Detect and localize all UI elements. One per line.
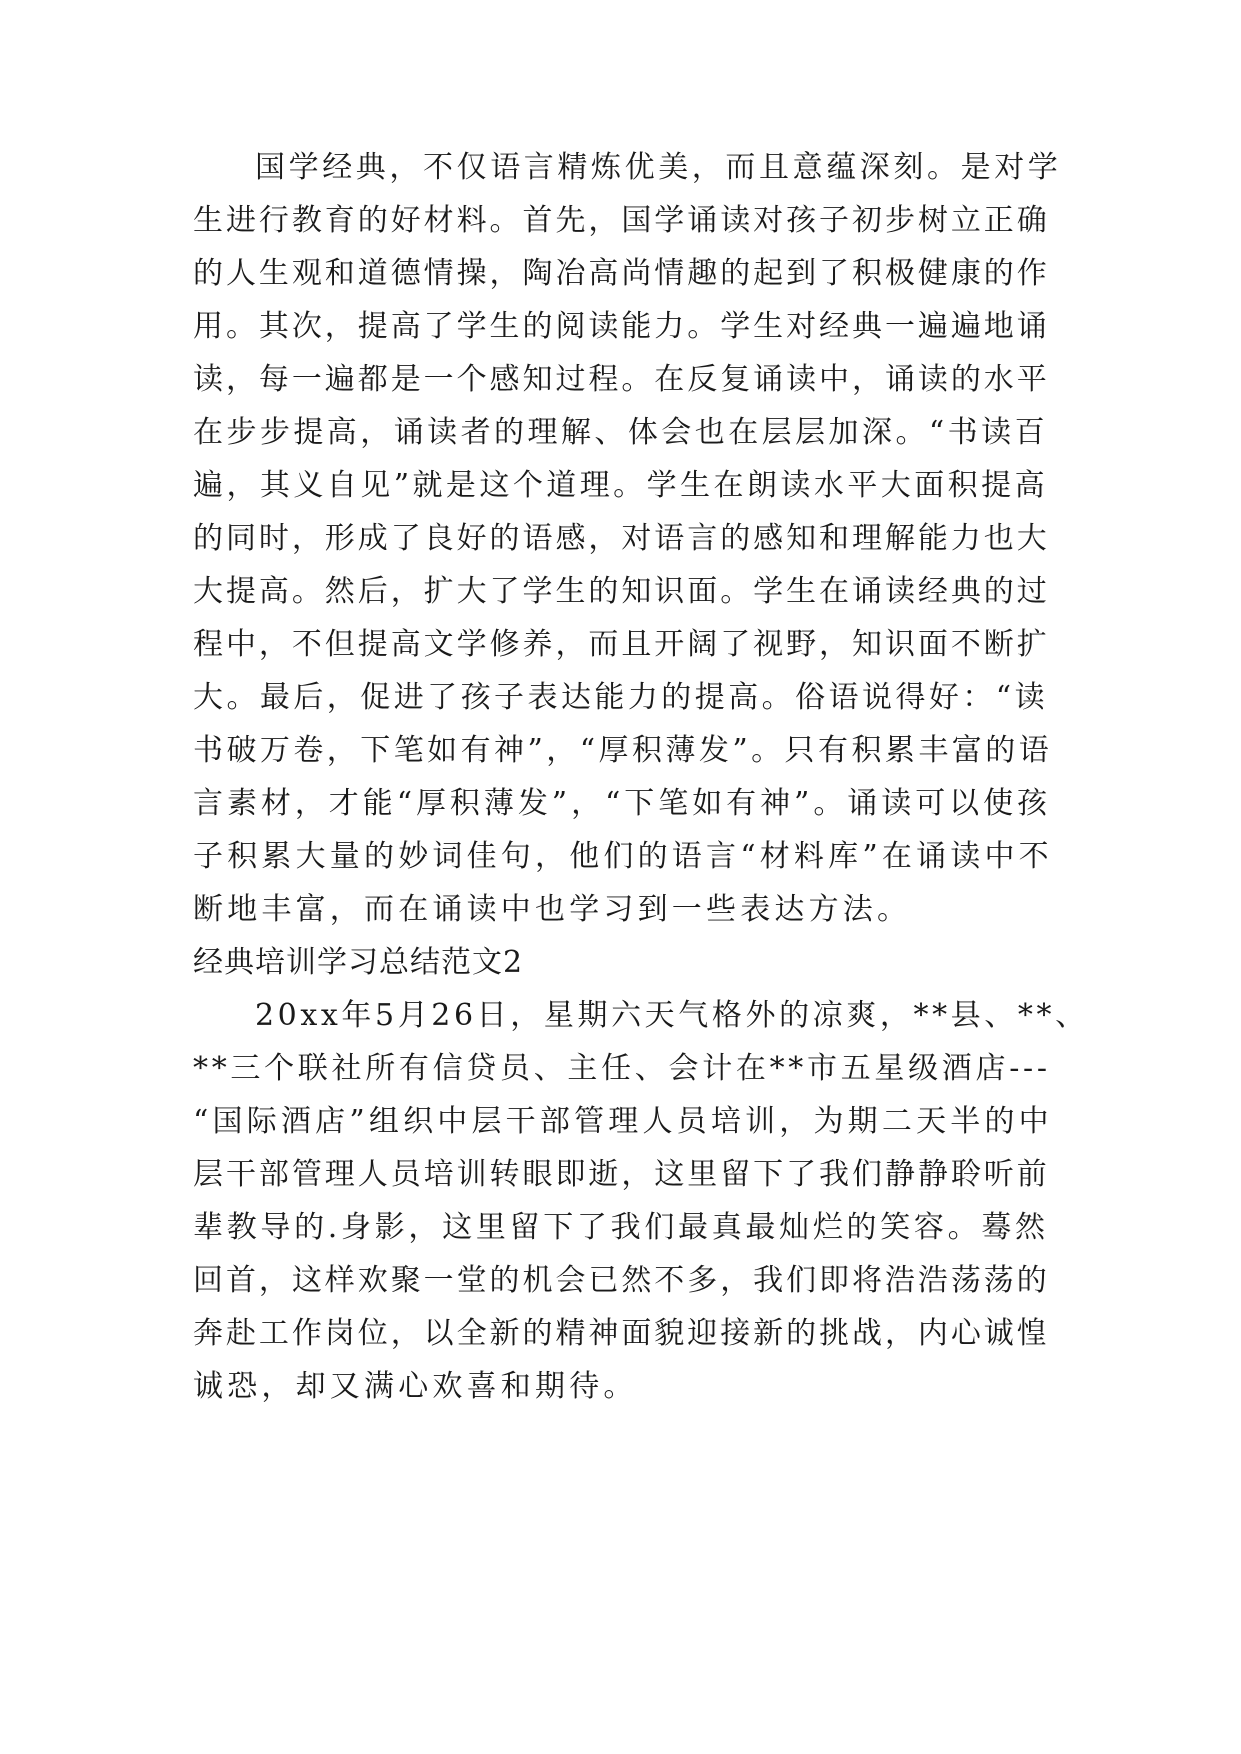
paragraph-1-line-8: 的同时，形成了良好的语感，对语言的感知和理解能力也大 xyxy=(193,521,1050,556)
paragraph-1-line-10: 程中，不但提高文学修养，而且开阔了视野，知识面不断扩 xyxy=(193,627,1050,662)
paragraph-1-line-12: 书破万卷，下笔如有神”，“厚积薄发”。只有积累丰富的语 xyxy=(193,733,1053,768)
paragraph-1-line-14: 子积累大量的妙词佳句，他们的语言“材料库”在诵读中不 xyxy=(193,839,1053,874)
paragraph-1-line-5: 读，每一遍都是一个感知过程。在反复诵读中，诵读的水平 xyxy=(193,362,1050,397)
paragraph-2-line-1: 20xx年5月26日，星期六天气格外的凉爽，**县、**、 xyxy=(255,998,1089,1033)
paragraph-2-line-2: **三个联社所有信贷员、主任、会计在**市五星级酒店--- xyxy=(193,1051,1051,1086)
paragraph-1-line-11: 大。最后，促进了孩子表达能力的提高。俗语说得好：“读 xyxy=(193,680,1049,715)
paragraph-2-line-8: 诚恐，却又满心欢喜和期待。 xyxy=(193,1369,638,1404)
paragraph-2-line-3: “国际酒店”组织中层干部管理人员培训，为期二天半的中 xyxy=(193,1104,1053,1139)
paragraph-1-line-1: 国学经典，不仅语言精炼优美，而且意蕴深刻。是对学 xyxy=(255,150,1062,185)
paragraph-2-line-6: 回首，这样欢聚一堂的机会已然不多，我们即将浩浩荡荡的 xyxy=(193,1263,1050,1298)
paragraph-2-line-5: 辈教导的.身影，这里留下了我们最真最灿烂的笑容。蓦然 xyxy=(193,1210,1049,1245)
paragraph-2-line-7: 奔赴工作岗位，以全新的精神面貌迎接新的挑战，内心诚惶 xyxy=(193,1316,1050,1351)
paragraph-2-line-4: 层干部管理人员培训转眼即逝，这里留下了我们静静聆听前 xyxy=(193,1157,1050,1192)
paragraph-1-line-7: 遍，其义自见”就是这个道理。学生在朗读水平大面积提高 xyxy=(193,468,1049,503)
paragraph-1-line-15: 断地丰富，而在诵读中也学习到一些表达方法。 xyxy=(193,892,912,927)
paragraph-1-line-13: 言素材，才能“厚积薄发”，“下笔如有神”。诵读可以使孩 xyxy=(193,786,1051,821)
section-heading: 经典培训学习总结范文2 xyxy=(193,945,524,980)
paragraph-1-line-9: 大提高。然后，扩大了学生的知识面。学生在诵读经典的过 xyxy=(193,574,1050,609)
paragraph-1-line-4: 用。其次，提高了学生的阅读能力。学生对经典一遍遍地诵 xyxy=(193,309,1050,344)
paragraph-1-line-6: 在步步提高，诵读者的理解、体会也在层层加深。“书读百 xyxy=(193,415,1049,450)
paragraph-1-line-2: 生进行教育的好材料。首先，国学诵读对孩子初步树立正确 xyxy=(193,203,1050,238)
paragraph-1-line-3: 的人生观和道德情操，陶冶高尚情趣的起到了积极健康的作 xyxy=(193,256,1050,291)
